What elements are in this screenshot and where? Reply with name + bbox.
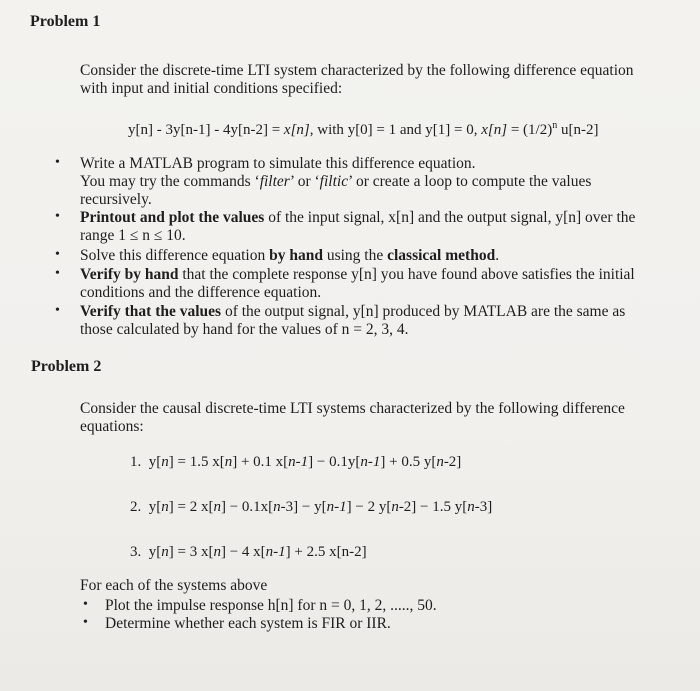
bullet1-filtic-command: filtic [319, 173, 349, 190]
bullet2-line1 [80, 209, 635, 227]
bullet3-text-c: using the [322, 247, 388, 264]
bullet2-bold: Printout and plot the values [80, 209, 265, 226]
eq1-part: -2] [443, 454, 462, 470]
eq1-part: n [436, 454, 444, 470]
eq2-part: ] − 0.1x[ [220, 499, 274, 515]
problem2-bullet-2: Determine whether each system is FIR or IIR. [105, 615, 391, 632]
bullet1-line3: recursively. [80, 191, 152, 208]
eq2-part: n [161, 499, 169, 515]
bullet-dot: • [55, 303, 60, 318]
eq1-part: ] − 0.1y[ [308, 454, 361, 470]
eq1-part: n-1 [360, 454, 381, 470]
eq3-number: 3. [130, 544, 142, 560]
equation-tail: u[n-2] [557, 122, 599, 138]
problem2-intro-line2: equations: [80, 418, 144, 435]
bullet3-text-e: . [495, 247, 500, 264]
problem1-bullet-5 [80, 303, 625, 339]
bullet1-text-e: ’ or create a loop to compute the values [348, 173, 592, 190]
eq2-part: -2] − 1.5 y[ [398, 499, 468, 515]
eq3-part: n [213, 544, 221, 560]
bullet4-bold: Verify by hand [80, 266, 179, 283]
eq3-part: ] = 3 x[ [168, 544, 214, 560]
eq2-part: n [391, 499, 399, 515]
bullet-dot: • [83, 597, 88, 612]
eq1-part: n [161, 454, 169, 470]
bullet4-line2: conditions and the difference equation. [80, 284, 322, 301]
eq2-part: n-1 [326, 499, 347, 515]
problem1-intro-line1: Consider the discrete-time LTI system characterized by the following difference equation [80, 62, 634, 79]
equation-lhs: y[n] - 3y[n-1] - 4y[n-2] = [128, 122, 284, 138]
eq3-part: n-1 [265, 544, 286, 560]
bullet3-bold-by-hand: by hand [269, 247, 323, 264]
problem1-title: Problem 1 [30, 13, 101, 30]
problem2-outro: For each of the systems above [80, 577, 268, 594]
equation-with: , with [309, 122, 348, 138]
bullet-dot: • [55, 247, 60, 262]
equation-xn: x[n] [283, 122, 310, 138]
bullet1-text-c: ’ or ‘ [289, 173, 320, 190]
problem2-equation-2 [130, 499, 492, 516]
eq2-part: ] = 2 x[ [168, 499, 214, 515]
eq2-part: ] − 2 y[ [346, 499, 392, 515]
problem1-intro-line2: with input and initial conditions specified: [80, 80, 343, 97]
problem1-bullet-2 [80, 209, 635, 245]
eq1-part: ] = 1.5 x[ [168, 454, 225, 470]
bullet4-line1 [80, 266, 635, 284]
problem1-equation [128, 120, 598, 139]
bullet1-line2 [80, 173, 591, 191]
bullet4-text: that the complete response y[n] you have found above satisfies the initial [178, 266, 635, 283]
bullet-dot: • [55, 266, 60, 281]
eq1-part: n [224, 454, 233, 470]
problem1-bullet-4 [80, 266, 635, 302]
bullet5-line2: those calculated by hand for the values of n = 2, 3, 4. [80, 321, 409, 338]
equation-input: x[n] [481, 122, 508, 138]
eq2-part: -3] − y[ [280, 499, 327, 515]
eq1-part: y[ [148, 454, 162, 470]
eq2-part: y[ [148, 499, 162, 515]
problem1-bullet-3 [80, 247, 499, 265]
bullet2-line2: range 1 ≤ n ≤ 10. [80, 227, 186, 244]
problem2-bullet-1: Plot the impulse response h[n] for n = 0, 1, 2, ....., 50. [105, 597, 437, 614]
eq3-part: ] − 4 x[ [220, 544, 266, 560]
bullet1-line1: Write a MATLAB program to simulate this difference equation. [80, 155, 476, 172]
equation-input-rhs: = (1/2) [507, 122, 553, 138]
equation-initial-conditions: y[0] = 1 and y[1] = 0, [347, 122, 482, 138]
eq1-part: n-1 [288, 454, 309, 470]
bullet5-bold: Verify that the values [80, 303, 222, 320]
eq1-part: ] + 0.5 y[ [380, 454, 437, 470]
eq2-part: -3] [474, 499, 493, 515]
problem1-intro [80, 62, 634, 98]
eq2-part: n [273, 499, 281, 515]
bullet-dot: • [83, 615, 88, 630]
bullet2-text: of the input signal, x[n] and the output signal, y[n] over the [264, 209, 636, 226]
problem2-equation-3 [130, 544, 367, 561]
problem2-equation-1 [130, 454, 461, 471]
problem2-intro [80, 400, 625, 436]
eq2-part: n [213, 499, 221, 515]
eq1-part: ] + 0.1 x[ [232, 454, 289, 470]
eq2-part: n [467, 499, 475, 515]
bullet5-line1 [80, 303, 625, 321]
bullet1-text-a: You may try the commands ‘ [80, 173, 260, 190]
bullet1-filter-command: filter [259, 173, 290, 190]
equation-exponent: n [552, 120, 558, 131]
problem2-title: Problem 2 [31, 358, 102, 375]
eq3-part: y[ [148, 544, 162, 560]
eq1-number: 1. [130, 454, 142, 470]
bullet3-line1 [80, 247, 499, 265]
bullet-dot: • [55, 155, 60, 170]
eq2-number: 2. [130, 499, 142, 515]
eq3-part: ] + 2.5 x[n-2] [285, 544, 367, 560]
problem1-bullet-1 [80, 155, 591, 209]
problem2-intro-line1: Consider the causal discrete-time LTI systems characterized by the following difference [80, 400, 625, 417]
bullet3-bold-classical: classical method [387, 247, 496, 264]
eq3-part: n [161, 544, 169, 560]
bullet5-text: of the output signal, y[n] produced by MATLAB are the same as [221, 303, 626, 320]
bullet3-text-a: Solve this difference equation [80, 247, 270, 264]
bullet-dot: • [55, 209, 60, 224]
